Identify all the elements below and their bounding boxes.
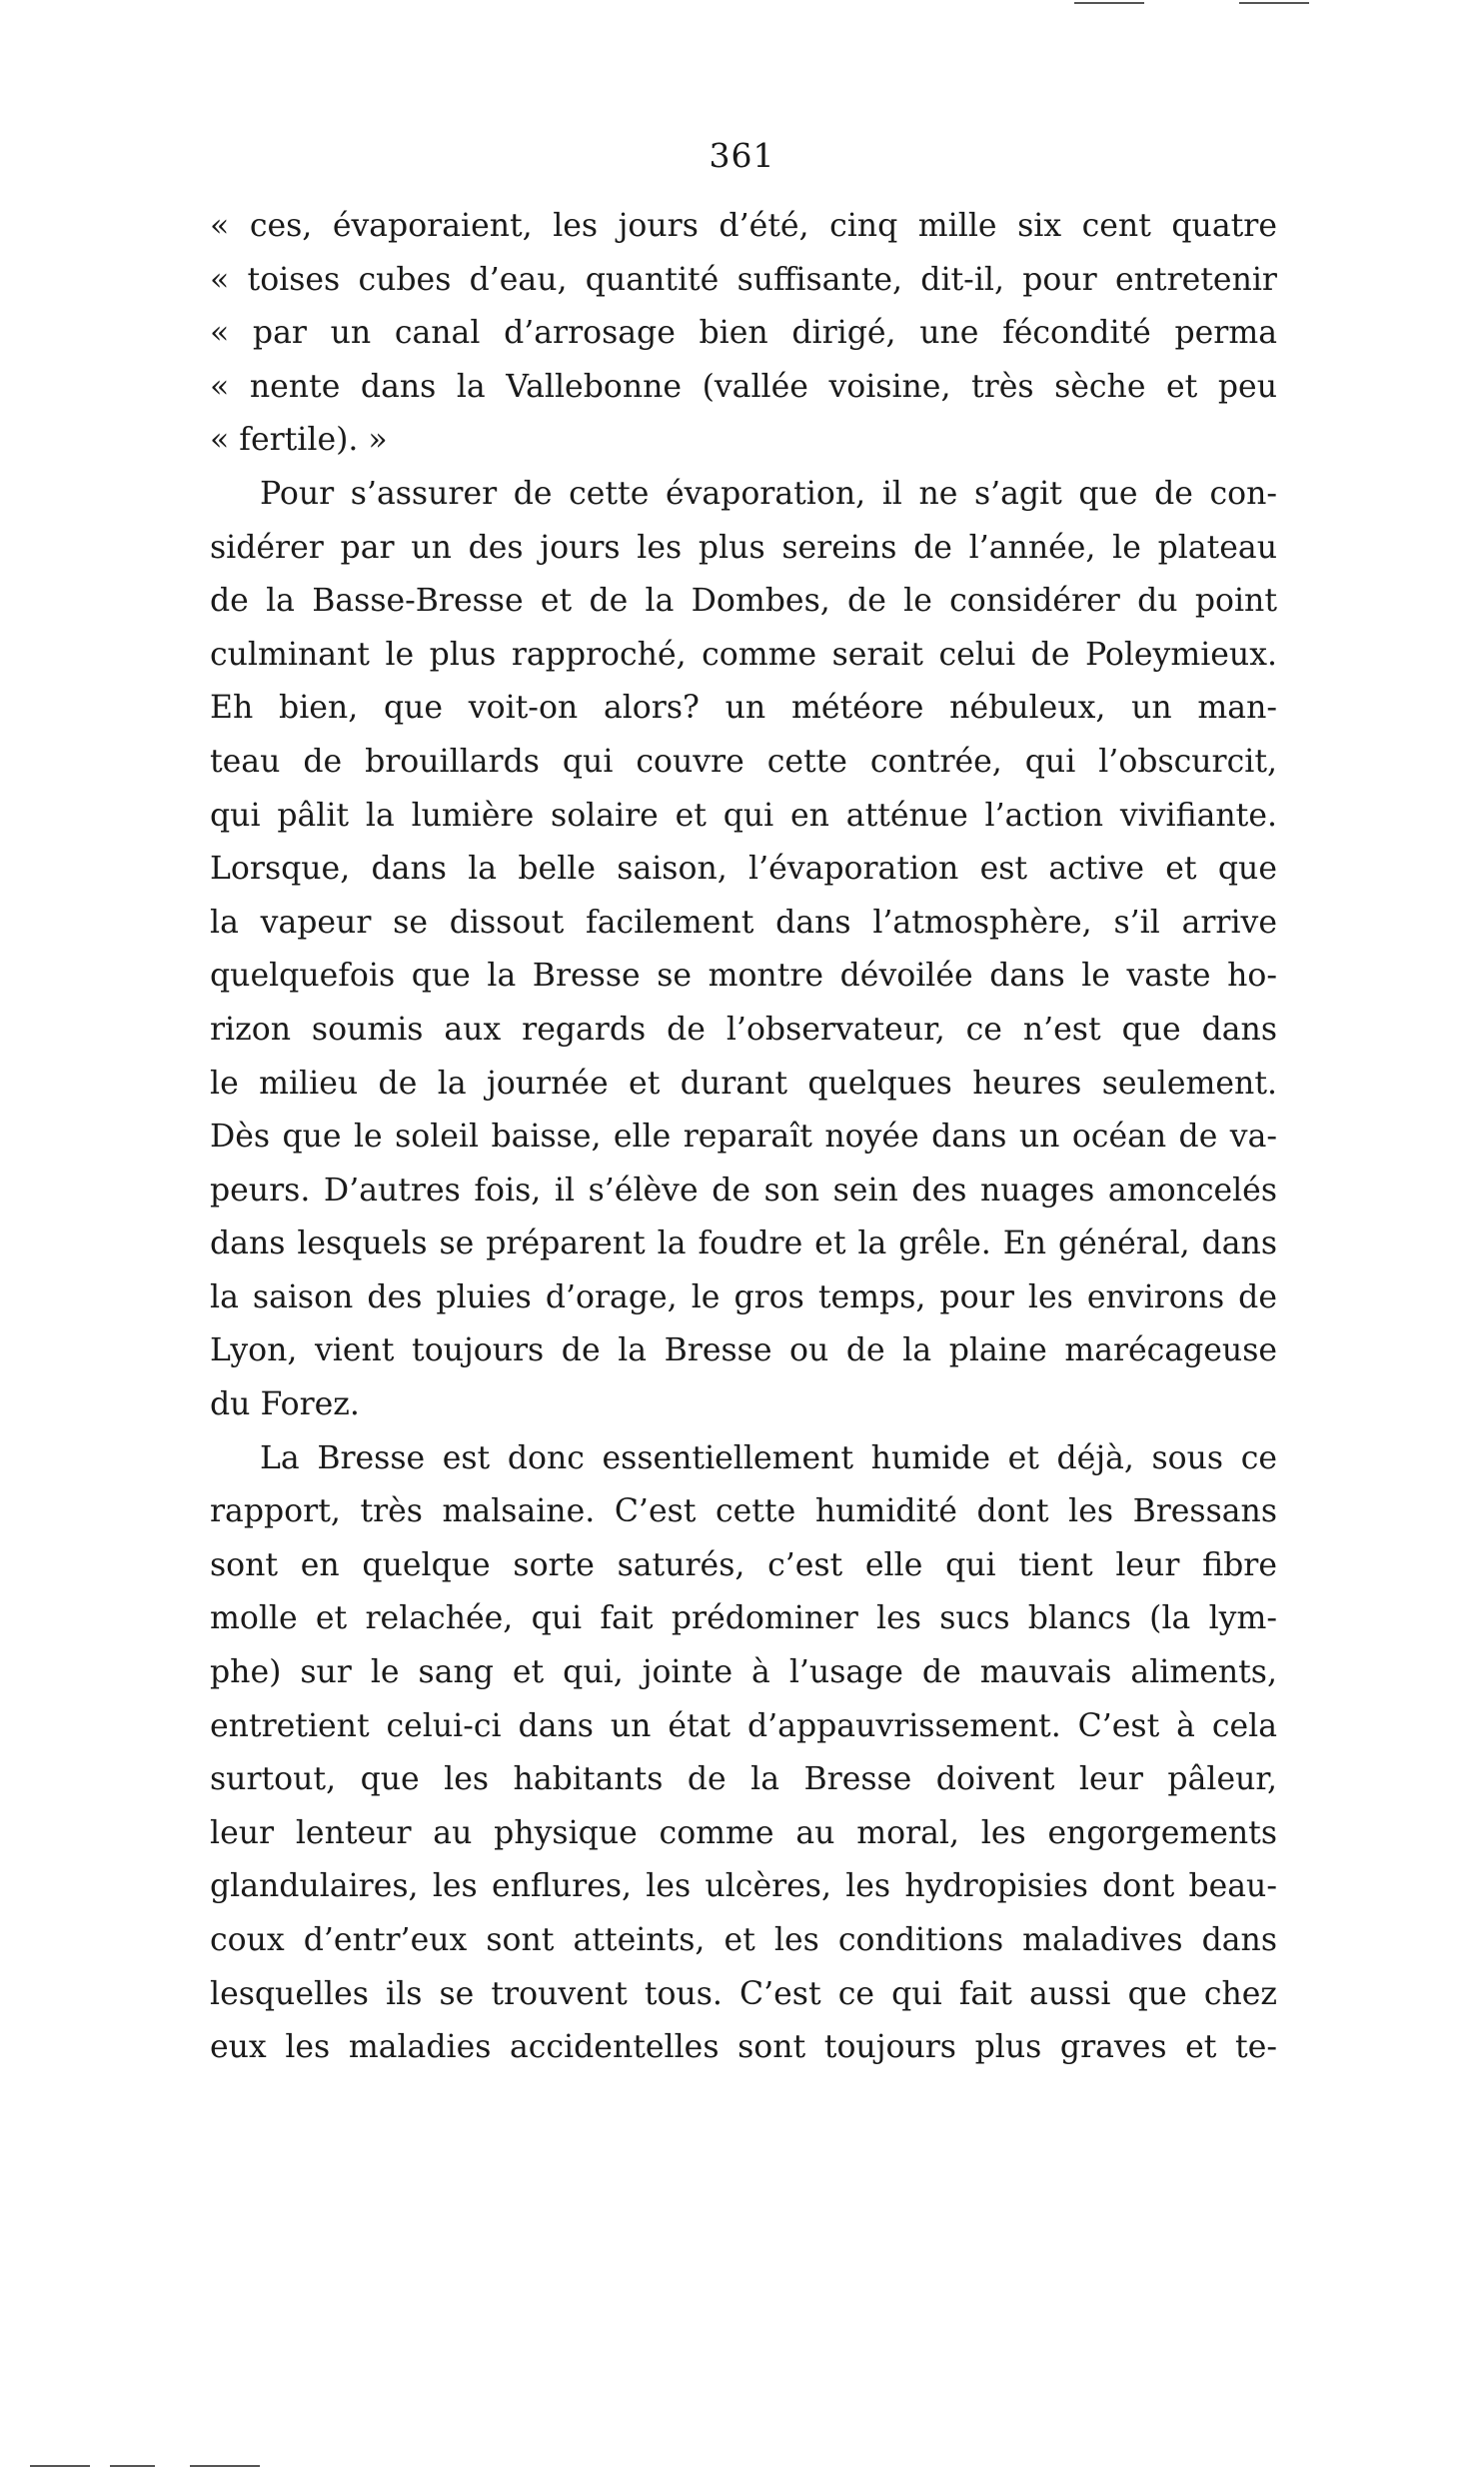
text-line: Pour s’assurer de cette évaporation, il ne s’agit que de con- [260, 475, 1277, 512]
bottom-edge-rule-3 [190, 2465, 260, 2467]
top-edge-rule-right [1239, 2, 1309, 4]
text-line: glandulaires, les enflures, les ulcères, les hydropisies dont beau- [210, 1868, 1277, 1905]
text-line: entretient celui-ci dans un état d’appauvrissement. C’est à cela [210, 1707, 1277, 1744]
text-line: « par un canal d’arrosage bien dirigé, une fécondité perma [210, 315, 1277, 352]
text-line: le milieu de la journée et durant quelques heures seulement. [210, 1065, 1277, 1102]
text-line: « ces, évaporaient, les jours d’été, cinq mille six cent quatre [210, 208, 1277, 244]
text-line: rapport, très malsaine. C’est cette humidité dont les Bressans [210, 1493, 1277, 1530]
text-line: « nente dans la Vallebonne (vallée voisine, très sèche et peu [210, 368, 1277, 405]
text-line: peurs. D’autres fois, il s’élève de son sein des nuages amoncelés [210, 1172, 1277, 1209]
text-line: dans lesquels se préparent la foudre et la grêle. En général, dans [210, 1226, 1277, 1262]
text-line: Eh bien, que voit-on alors? un météore nébuleux, un man- [210, 690, 1277, 727]
text-line: Dès que le soleil baisse, elle reparaît noyée dans un océan de va- [210, 1119, 1277, 1156]
text-line: coux d’entr’eux sont atteints, et les conditions maladives dans [210, 1922, 1277, 1958]
text-line: la saison des pluies d’orage, le gros temps, pour les environs de [210, 1278, 1277, 1315]
text-line: la vapeur se dissout facilement dans l’atmosphère, s’il arrive [210, 904, 1277, 941]
top-edge-rule-left [1074, 2, 1144, 4]
bottom-edge-rule-1 [30, 2465, 90, 2467]
text-line: La Bresse est donc essentiellement humide et déjà, sous ce [260, 1439, 1277, 1476]
body-text [210, 200, 1277, 2075]
text-line: sidérer par un des jours les plus sereins de l’année, le plateau [210, 529, 1277, 566]
text-line: du Forez. [210, 1386, 360, 1423]
text-line: rizon soumis aux regards de l’observateur, ce n’est que dans [210, 1011, 1277, 1048]
text-line: Lorsque, dans la belle saison, l’évaporation est active et que [210, 851, 1277, 888]
text-line: sont en quelque sorte saturés, c’est elle qui tient leur fibre [210, 1546, 1277, 1583]
text-line: « toises cubes d’eau, quantité suffisante, dit-il, pour entretenir [210, 261, 1277, 298]
text-line: leur lenteur au physique comme au moral, les engorgements [210, 1814, 1277, 1851]
text-line: eux les maladies accidentelles sont toujours plus graves et te- [210, 2029, 1277, 2066]
bottom-edge-rule-2 [110, 2465, 155, 2467]
text-line: teau de brouillards qui couvre cette contrée, qui l’obscurcit, [210, 743, 1277, 780]
page-number: 361 [709, 136, 775, 175]
text-line: molle et relachée, qui fait prédominer les sucs blancs (la lym- [210, 1600, 1277, 1637]
text-line: qui pâlit la lumière solaire et qui en atténue l’action vivifiante. [210, 797, 1277, 834]
text-line: surtout, que les habitants de la Bresse doivent leur pâleur, [210, 1761, 1277, 1798]
text-line: phe) sur le sang et qui, jointe à l’usage de mauvais aliments, [210, 1654, 1277, 1691]
text-line: quelquefois que la Bresse se montre dévoilée dans le vaste ho- [210, 958, 1277, 995]
text-line: lesquelles ils se trouvent tous. C’est ce qui fait aussi que chez [210, 1975, 1277, 2012]
text-line: culminant le plus rapproché, comme serait celui de Poleymieux. [210, 636, 1277, 673]
text-line: « fertile). » [210, 422, 388, 459]
text-line: Lyon, vient toujours de la Bresse ou de la plaine marécageuse [210, 1332, 1277, 1369]
text-line: de la Basse-Bresse et de la Dombes, de le considérer du point [210, 583, 1277, 620]
